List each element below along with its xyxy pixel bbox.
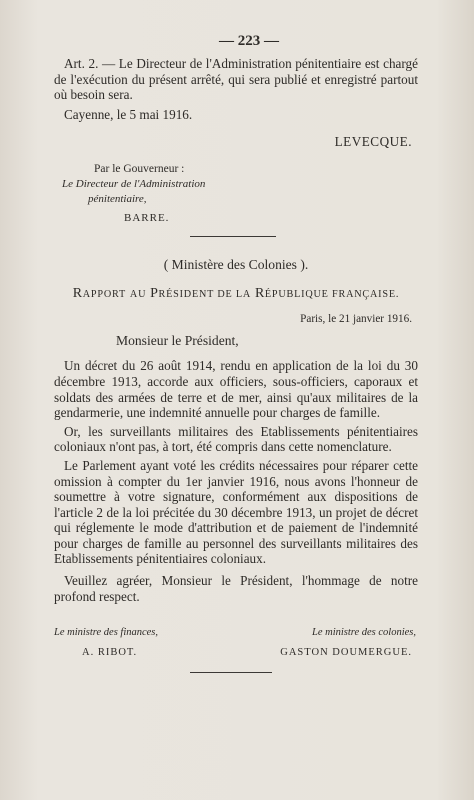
report-title-part: APPORT (82, 288, 126, 300)
paragraph: Or, les surveillants militaires des Etablissements pénitentiaires coloniaux n'ont pas, à tort, été compris dans cette nomenclature. (54, 423, 418, 455)
report-title-part: AU (129, 288, 147, 300)
separator-rule-bottom (190, 672, 272, 673)
finance-minister-name: A. RIBOT. (82, 647, 138, 659)
separator-rule (190, 236, 276, 237)
report-title-part: ÉPUBLIQUE FRANÇAISE. (264, 288, 400, 300)
report-body (54, 358, 418, 604)
ministry-heading: ( Ministère des Colonies ). (163, 256, 309, 272)
finance-minister-signature (54, 626, 235, 660)
article-2-text: Art. 2. — Le Directeur de l'Administration pénitentiaire est chargé de l'exécution du présent arrêté, qui sera publié et enregistré partout où besoin sera. (54, 56, 418, 103)
colonies-minister-title: Le ministre des colonies, (311, 627, 416, 639)
colonies-minister-signature (235, 626, 418, 660)
report-title-part: P (150, 285, 159, 301)
page-number: — 223 — (219, 33, 279, 49)
salutation: Monsieur le Président, (116, 332, 239, 348)
report-title (54, 285, 418, 303)
director-name: BARRE. (124, 211, 170, 224)
report-title-part: R (254, 285, 265, 301)
director-title-line: Le Directeur de l'Administration (62, 177, 206, 190)
for-governor-line: Par le Gouverneur : (94, 162, 185, 175)
paragraph: Un décret du 26 août 1914, rendu en application de la loi du 30 décembre 1913, accorde aux officiers, sous-officiers, caporaux et soldats des armées de terre et de mer, ainsi qu'aux militaires de la gendarmerie, une indemnité annuelle pour charges de famille. (54, 358, 418, 421)
report-title-part: R (72, 285, 83, 301)
minister-signatures (54, 626, 418, 660)
paragraph: Le Parlement ayant voté les crédits nécessaires pour réparer cette omission à compter du 1er janvier 1916, nous avons l'honneur de soumettre à votre signature, conformément aux dispositions de l'article 2 de la loi précitée du 30 décembre 1913, un projet de décret qui réglemente le mode d'attribution et de paiement de l'indemnité pour charges de famille au personnel des surveillants militaires des Etablissements pénitentiaires coloniaux. (54, 457, 418, 567)
for-governor-block (54, 162, 418, 226)
place-date: Cayenne, le 5 mai 1916. (64, 106, 193, 122)
closing-paragraph: Veuillez agréer, Monsieur le Président, l'hommage de notre profond respect. (54, 573, 418, 604)
signatory-name: LEVECQUE. (334, 134, 412, 150)
director-title-line-2: pénitentiaire, (88, 192, 147, 205)
finance-minister-title: Le ministre des finances, (54, 627, 159, 639)
report-title-part: RÉSIDENT DE LA (158, 288, 252, 300)
colonies-minister-name: GASTON DOUMERGUE. (280, 647, 412, 659)
report-date: Paris, le 21 janvier 1916. (300, 313, 412, 326)
